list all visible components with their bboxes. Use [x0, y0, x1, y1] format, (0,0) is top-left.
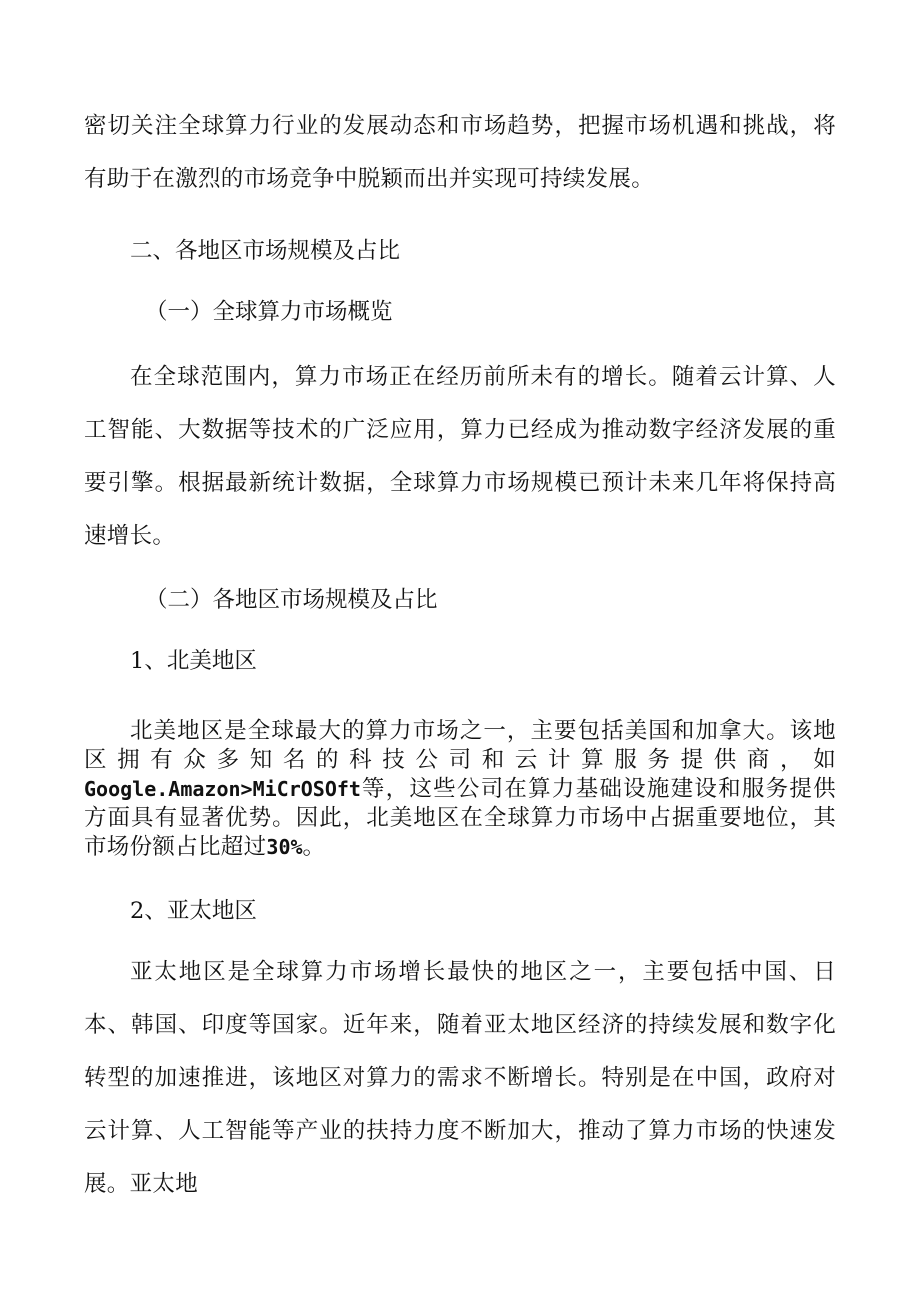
north-america-paragraph — [84, 717, 836, 862]
asia-pacific-paragraph: 亚太地区是全球算力市场增长最快的地区之一，主要包括中国、日本、韩国、印度等国家。近年来，随着亚太地区经济的持续发展和数字化转型的加速推进，该地区对算力的需求不断增长。特别是在中国，政府对云计算、人工智能等产业的扶持力度不断加大，推动了算力市场的快速发展。亚太地 — [84, 959, 836, 1197]
subsection-heading-regional-share: （二）各地区市场规模及占比 — [145, 587, 438, 613]
region-heading-north-america: 1、北美地区 — [130, 648, 257, 674]
north-america-text-part1: 北美地区是全球最大的算力市场之一，主要包括美国和加拿大。该地区拥有众多知名的科技公司和云计算服务提供商，如 — [84, 718, 836, 773]
north-america-share: 30% — [266, 835, 303, 859]
region-heading-asia-pacific: 2、亚太地区 — [130, 898, 257, 924]
north-america-companies: Google.Amazon>MiCrOSOft — [84, 777, 361, 801]
subsection-heading-global-overview: （一）全球算力市场概览 — [145, 299, 393, 325]
north-america-text-part2: 等，这些公司在算力基础设施建设和服务提供方面具有显著优势。因此，北美地区在全球算力市场中占据重要地位，其市场份额占比超过 — [84, 776, 836, 860]
north-america-text-end: 。 — [302, 834, 326, 860]
section-heading-regional-market: 二、各地区市场规模及占比 — [130, 238, 401, 264]
intro-paragraph-tail: 密切关注全球算力行业的发展动态和市场趋势，把握市场机遇和挑战，将有助于在激烈的市场竞争中脱颖而出并实现可持续发展。 — [84, 113, 836, 192]
global-overview-paragraph: 在全球范围内，算力市场正在经历前所未有的增长。随着云计算、人工智能、大数据等技术的广泛应用，算力已经成为推动数字经济发展的重要引擎。根据最新统计数据，全球算力市场规模已预计未来几年将保持高速增长。 — [84, 364, 836, 549]
